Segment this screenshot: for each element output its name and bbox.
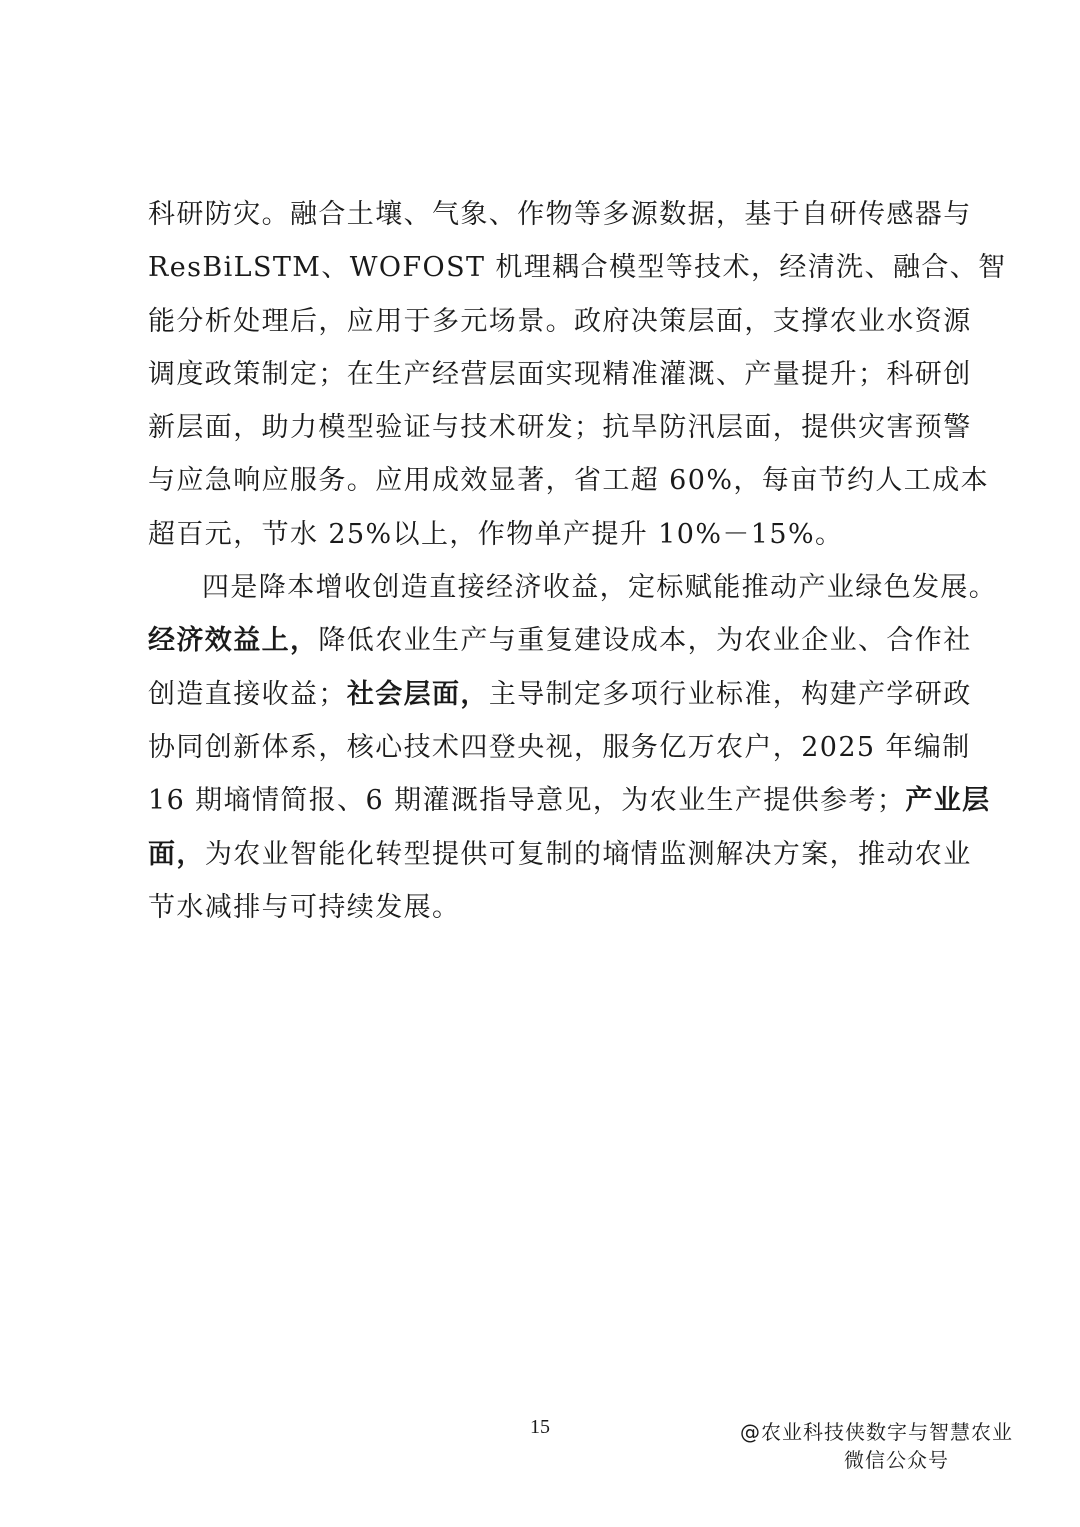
paragraph-line: 调度政策制定；在生产经营层面实现精准灌溉、产量提升；科研创	[148, 358, 972, 390]
paragraph-line: 新层面，助力模型验证与技术研发；抗旱防汛层面，提供灾害预警	[148, 412, 972, 444]
bold-phrase: 社会层面，	[346, 678, 489, 710]
paragraph-line	[148, 668, 972, 721]
paragraph-line: ResBiLSTM、WOFOST 机理耦合模型等技术，经清洗、融合、智	[148, 252, 1007, 284]
watermark-platform: 微信公众号	[844, 1448, 949, 1472]
paragraph-line: 协同创新体系，核心技术四登央视，服务亿万农户，2025 年编制	[148, 731, 971, 763]
paragraph-heading-line: 四是降本增收创造直接经济收益，定标赋能推动产业绿色发展。	[202, 572, 998, 604]
paragraph-line: 节水减排与可持续发展。	[148, 891, 461, 923]
line-text: 降低农业生产与重复建设成本，为农业企业、合作社	[318, 625, 972, 657]
paragraph-line	[148, 828, 972, 881]
paragraph-line: 能分析处理后，应用于多元场景。政府决策层面，支撑农业水资源	[148, 305, 972, 337]
page-number: 15	[530, 1416, 550, 1438]
paragraph-line	[148, 774, 991, 827]
paragraph-line	[148, 614, 972, 667]
line-text: 创造直接收益；	[148, 678, 347, 710]
bold-phrase: 经济效益上，	[148, 625, 319, 657]
line-text: 16 期墒情简报、6 期灌溉指导意见，为农业生产提供参考；	[148, 785, 906, 817]
bold-phrase: 面，	[148, 838, 205, 870]
paragraph-line: 科研防灾。融合土壤、气象、作物等多源数据，基于自研传感器与	[148, 199, 972, 230]
paragraph-line: 超百元，节水 25%以上，作物单产提升 10%－15%。	[148, 518, 844, 550]
body-text	[148, 188, 1007, 934]
watermark-account: @农业科技侠数字与智慧农业	[740, 1420, 1013, 1444]
paragraph-line: 与应急响应服务。应用成效显著，省工超 60%，每亩节约人工成本	[148, 465, 989, 497]
line-text: 主导制定多项行业标准，构建产学研政	[488, 678, 972, 710]
line-text: 为农业智能化转型提供可复制的墒情监测解决方案，推动农业	[204, 838, 972, 870]
watermark	[740, 1418, 1060, 1474]
bold-phrase: 产业层	[905, 785, 991, 817]
